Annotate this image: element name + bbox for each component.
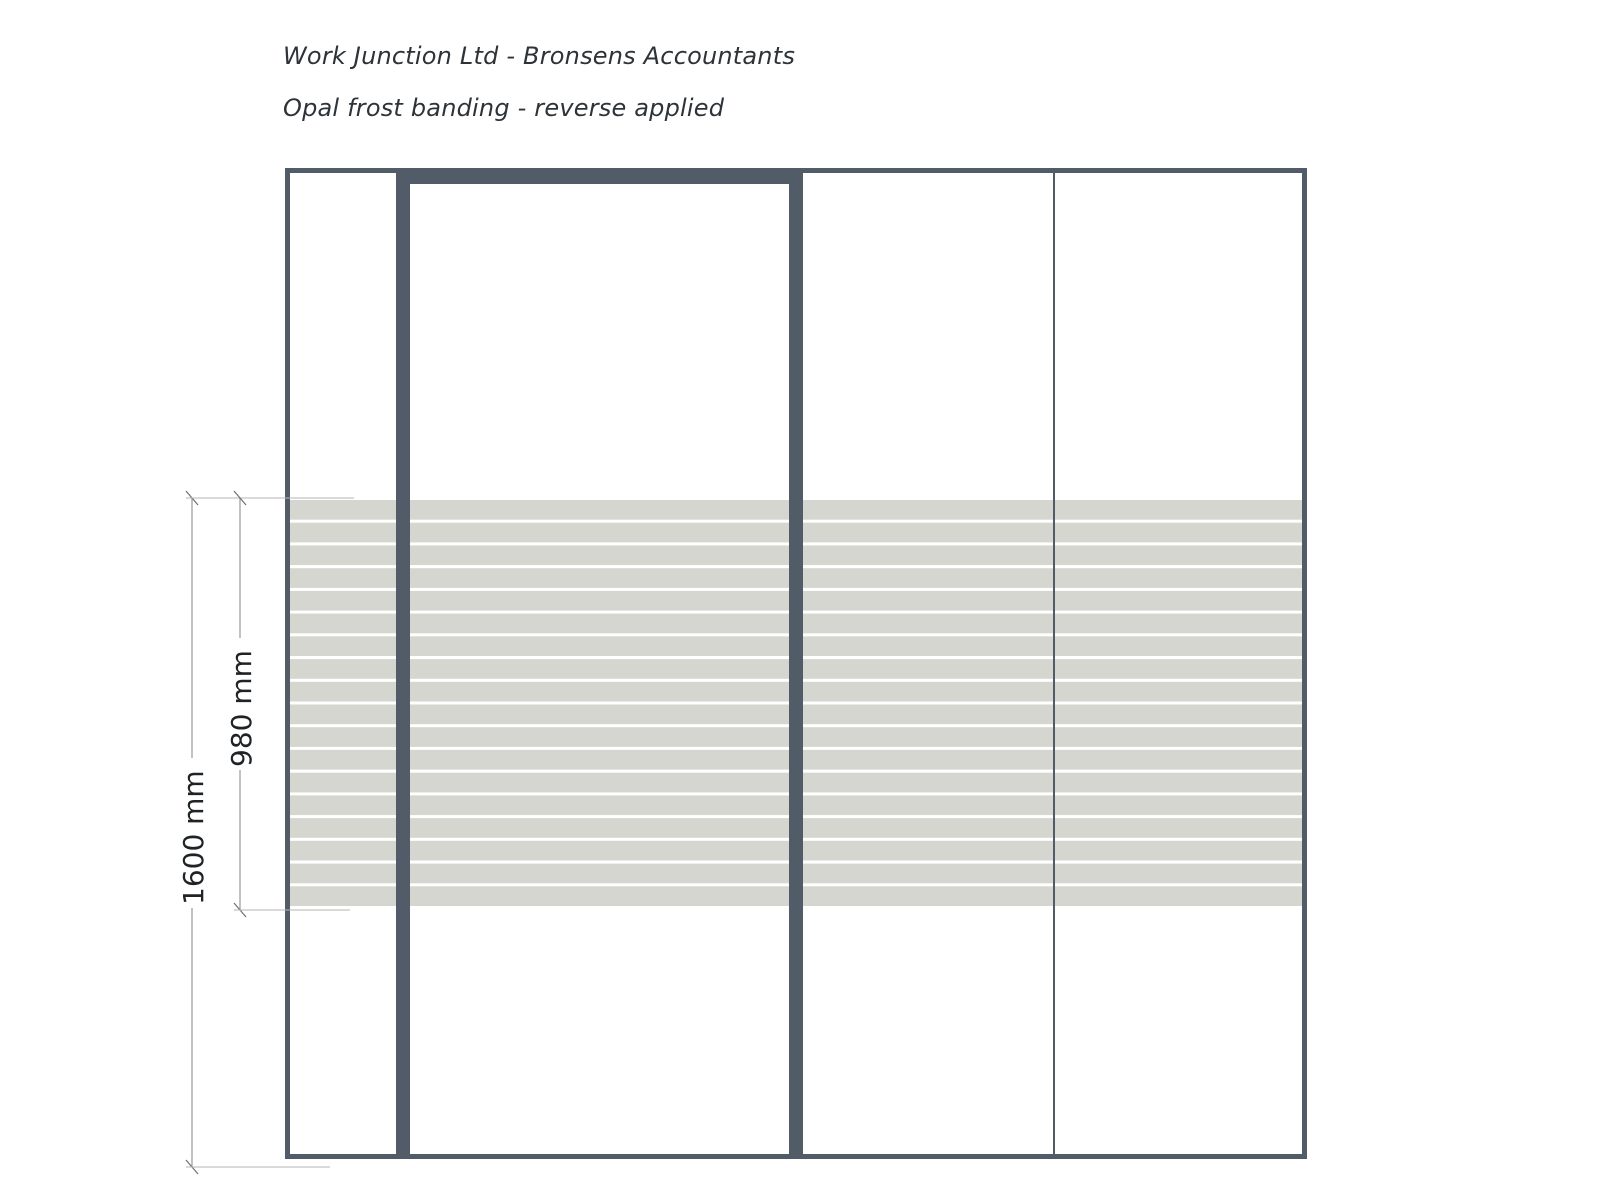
- frost-stripe: [290, 773, 396, 793]
- frost-stripe: [803, 773, 1302, 793]
- frost-stripe: [290, 545, 396, 565]
- frost-stripe: [803, 568, 1302, 588]
- frost-stripe: [803, 523, 1302, 543]
- frost-stripe: [290, 523, 396, 543]
- door-frame-left-jamb: [396, 170, 410, 1158]
- drawing-subtitle: Opal frost banding - reverse applied: [283, 94, 725, 122]
- frost-stripe: [803, 659, 1302, 679]
- frost-stripe: [803, 886, 1302, 906]
- frost-stripe: [290, 864, 396, 884]
- frost-stripe: [290, 705, 396, 725]
- frost-stripe: [290, 727, 396, 747]
- frost-stripe: [410, 773, 789, 793]
- frost-stripe: [410, 545, 789, 565]
- frost-stripe: [803, 614, 1302, 634]
- frost-stripe: [410, 705, 789, 725]
- frost-stripe: [410, 727, 789, 747]
- frost-stripe: [290, 750, 396, 770]
- frost-stripe: [410, 795, 789, 815]
- frost-stripe: [803, 636, 1302, 656]
- frost-stripe: [290, 886, 396, 906]
- frost-stripe: [410, 523, 789, 543]
- frost-stripe: [290, 614, 396, 634]
- frost-stripe: [410, 864, 789, 884]
- frost-stripe: [803, 591, 1302, 611]
- frost-stripe: [410, 682, 789, 702]
- drawing-title: Work Junction Ltd - Bronsens Accountants: [283, 42, 796, 70]
- frost-stripe: [803, 818, 1302, 838]
- frost-stripe: [803, 705, 1302, 725]
- frost-stripe: [410, 841, 789, 861]
- frost-stripe: [803, 500, 1302, 520]
- dimension-label-1600: 1600 mm: [177, 770, 210, 905]
- frost-stripe: [410, 818, 789, 838]
- frost-stripe: [290, 636, 396, 656]
- frost-stripe: [803, 750, 1302, 770]
- frost-stripe: [290, 591, 396, 611]
- frost-stripe: [410, 500, 789, 520]
- frost-stripe: [290, 568, 396, 588]
- frost-stripe: [290, 818, 396, 838]
- frost-stripe: [410, 568, 789, 588]
- frost-stripe: [290, 841, 396, 861]
- frost-stripe: [290, 659, 396, 679]
- frost-stripe: [803, 545, 1302, 565]
- frost-stripe: [290, 500, 396, 520]
- frost-stripe: [803, 682, 1302, 702]
- door-frame-right-jamb: [789, 170, 803, 1158]
- frost-stripe: [410, 886, 789, 906]
- frost-stripe: [410, 750, 789, 770]
- frost-stripe: [803, 841, 1302, 861]
- frost-stripe: [410, 636, 789, 656]
- frost-stripe: [803, 727, 1302, 747]
- frost-stripe: [410, 614, 789, 634]
- frost-stripe: [290, 682, 396, 702]
- frost-stripe: [803, 795, 1302, 815]
- dimension-label-980: 980 mm: [225, 650, 258, 767]
- frost-stripe: [803, 864, 1302, 884]
- door-frame-head: [396, 170, 803, 184]
- frost-stripe: [410, 591, 789, 611]
- frost-stripe: [410, 659, 789, 679]
- frost-stripe: [290, 795, 396, 815]
